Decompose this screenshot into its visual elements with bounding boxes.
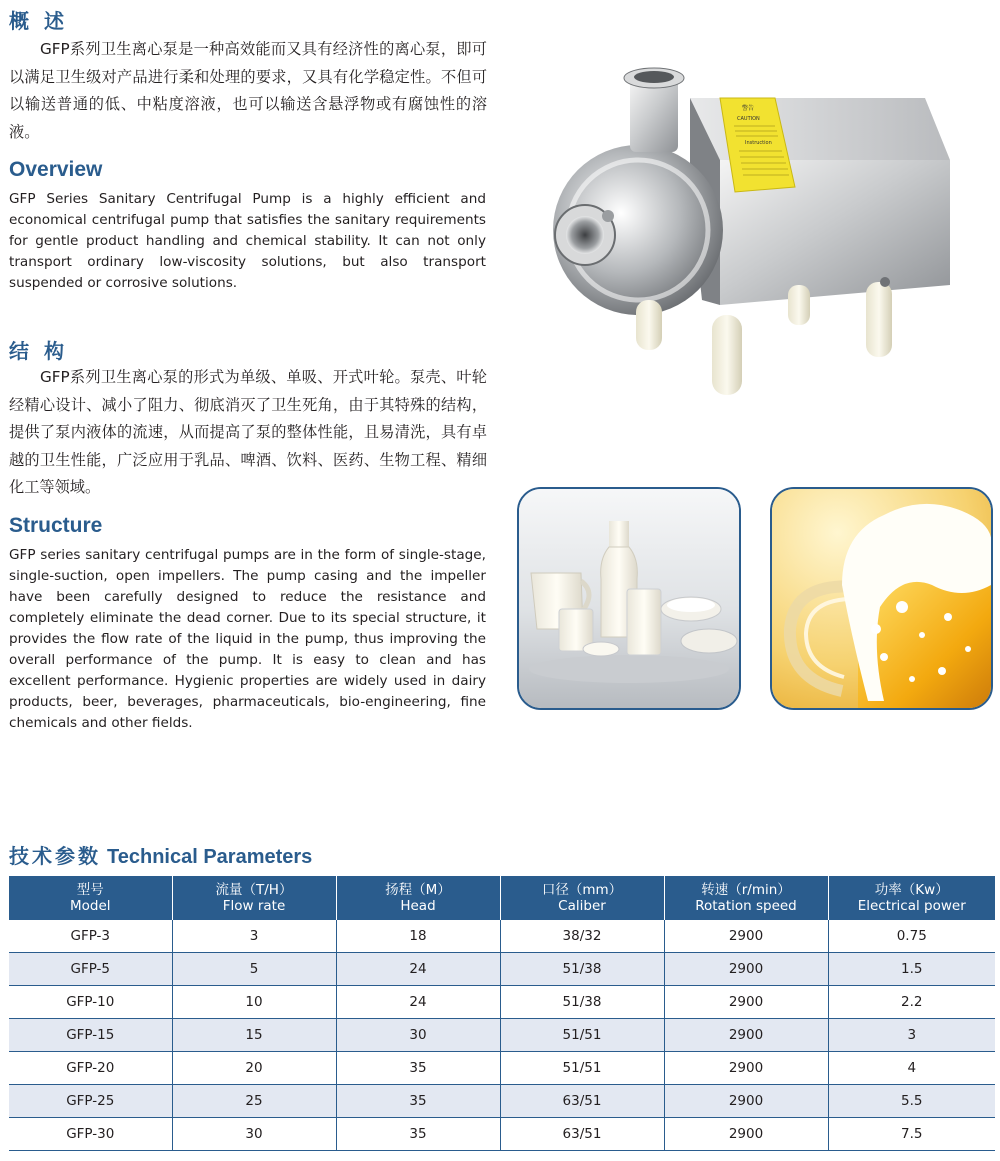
tech-params-title — [9, 840, 312, 869]
col-header-en: Model — [69, 898, 111, 914]
table-row — [9, 1019, 995, 1052]
cell-head: 30 — [336, 1019, 500, 1052]
beer-illustration — [772, 489, 991, 708]
cell-electrical-power: 4 — [828, 1052, 995, 1085]
cell-model: GFP-3 — [9, 920, 172, 953]
table-row — [9, 986, 995, 1019]
cell-rotation-speed: 2900 — [664, 953, 828, 986]
cell-head: 24 — [336, 986, 500, 1019]
cell-electrical-power: 1.5 — [828, 953, 995, 986]
cell-flow-rate: 20 — [172, 1052, 336, 1085]
structure-paragraph-cn — [9, 364, 487, 502]
cell-flow-rate: 3 — [172, 920, 336, 953]
cream-bowl — [681, 629, 737, 653]
col-header-cn: 功率（Kw） — [874, 882, 949, 898]
cell-head: 35 — [336, 1052, 500, 1085]
col-header-en: Caliber — [558, 898, 606, 914]
cell-head: 18 — [336, 920, 500, 953]
inlet-clamp — [602, 210, 614, 222]
col-header-cn: 流量（T/H） — [215, 882, 293, 898]
cell-caliber: 51/51 — [500, 1052, 664, 1085]
table-row — [9, 1118, 995, 1151]
structure-paragraph-en: GFP series sanitary centrifugal pumps are in the form of single-stage, single-suction, open impellers. The pump casing and the impeller have been carefully designed to reduce the resistance and completely eliminate the dead corner. Due to its special structure, it provides the flow rate of the liquid in the pump, thus improving the overall performance of the pump. It is easy to clean and has excellent performance. Hygienic properties are widely used in dairy products, beer, beverages, pharmaceuticals, bio-engineering, fine chemicals and other fields. — [9, 547, 486, 731]
cell-flow-rate: 25 — [172, 1085, 336, 1118]
cell-head: 35 — [336, 1118, 500, 1151]
table-row — [9, 1052, 995, 1085]
tech-params-title-cn: 技术参数 — [9, 846, 101, 868]
table-header-row — [9, 876, 995, 920]
cell-caliber: 38/32 — [500, 920, 664, 953]
cell-caliber: 51/38 — [500, 986, 664, 1019]
col-header-model — [9, 876, 172, 920]
cell-head: 35 — [336, 1085, 500, 1118]
col-header-cn: 型号 — [76, 882, 104, 898]
overview-paragraph-en: GFP Series Sanitary Centrifugal Pump is a highly efficient and economical centrifugal pump that satisfies the sanitary requirements for gentle product handling and chemical stability. It can not only transport ordinary low-viscosity solutions, but also transport suspended or corrosive solutions. — [9, 191, 486, 291]
col-header-en: Flow rate — [222, 898, 286, 914]
overview-heading-cn: 概 述 — [9, 9, 68, 33]
cell-caliber: 63/51 — [500, 1118, 664, 1151]
cell-rotation-speed: 2900 — [664, 986, 828, 1019]
warning-label-instruction: Instruction — [745, 140, 772, 146]
pump-foot-front-right — [712, 315, 742, 395]
cell-flow-rate: 10 — [172, 986, 336, 1019]
pump-foot-front-left — [636, 300, 662, 350]
cell-rotation-speed: 2900 — [664, 1118, 828, 1151]
cell-caliber: 51/38 — [500, 953, 664, 986]
table-row — [9, 1085, 995, 1118]
cell-electrical-power: 3 — [828, 1019, 995, 1052]
col-header-cn: 转速（r/min） — [701, 882, 791, 898]
warning-label-caution: CAUTION — [737, 116, 760, 122]
outlet-pipe — [630, 80, 678, 152]
cheese-top — [667, 598, 715, 612]
cell-model: GFP-5 — [9, 953, 172, 986]
cell-flow-rate: 15 — [172, 1019, 336, 1052]
col-header-caliber — [500, 876, 664, 920]
cell-rotation-speed: 2900 — [664, 1052, 828, 1085]
table-row — [9, 953, 995, 986]
col-header-electrical-power — [828, 876, 995, 920]
cell-model: GFP-25 — [9, 1085, 172, 1118]
outlet-bore — [634, 71, 674, 83]
pump-foot-rear-right — [866, 282, 892, 357]
yogurt-cup — [583, 642, 619, 656]
cell-head: 24 — [336, 953, 500, 986]
structure-heading-cn: 结 构 — [9, 339, 68, 363]
cell-rotation-speed: 2900 — [664, 1085, 828, 1118]
beer-photo — [770, 487, 993, 710]
structure-text-cn: GFP系列卫生离心泵的形式为单级、单吸、开式叶轮。泵壳、叶轮经精心设计、减小了阻力、彻底消灭了卫生死角，由于其特殊的结构，提供了泵内液体的流速，从而提高了泵的整体性能，且易清洗，具有卓越的卫生性能，广泛应用于乳品、啤酒、饮料、医药、生物工程、精细化工等领域。 — [9, 368, 487, 497]
cell-model: GFP-10 — [9, 986, 172, 1019]
pump-illustration — [530, 50, 970, 400]
inlet-bore — [566, 216, 604, 254]
cell-model: GFP-20 — [9, 1052, 172, 1085]
tech-params-title-en: Technical Parameters — [107, 846, 313, 868]
tech-params-table — [9, 876, 995, 1151]
milk-glass-tall — [627, 589, 661, 655]
col-header-en: Head — [400, 898, 436, 914]
table-row — [9, 920, 995, 953]
col-header-rotation-speed — [664, 876, 828, 920]
col-header-head — [336, 876, 500, 920]
dairy-products-photo — [517, 487, 741, 710]
cell-electrical-power: 5.5 — [828, 1085, 995, 1118]
cell-caliber: 63/51 — [500, 1085, 664, 1118]
dairy-illustration — [519, 489, 739, 708]
cell-rotation-speed: 2900 — [664, 920, 828, 953]
cell-rotation-speed: 2900 — [664, 1019, 828, 1052]
cell-caliber: 51/51 — [500, 1019, 664, 1052]
cell-model: GFP-15 — [9, 1019, 172, 1052]
cell-electrical-power: 0.75 — [828, 920, 995, 953]
cell-model: GFP-30 — [9, 1118, 172, 1151]
table-reflection — [529, 655, 729, 683]
col-header-cn: 扬程（M） — [385, 882, 451, 898]
col-header-en: Rotation speed — [695, 898, 797, 914]
col-header-flow-rate — [172, 876, 336, 920]
cell-flow-rate: 30 — [172, 1118, 336, 1151]
structure-heading-en: Structure — [9, 514, 103, 537]
cell-flow-rate: 5 — [172, 953, 336, 986]
col-header-cn: 口径（mm） — [541, 882, 623, 898]
overview-paragraph-cn — [9, 36, 487, 146]
cell-electrical-power: 7.5 — [828, 1118, 995, 1151]
warning-label-title: 警告 — [742, 105, 755, 112]
pump-foot-rear-left — [788, 285, 810, 325]
cell-electrical-power: 2.2 — [828, 986, 995, 1019]
milk-bottle-neck — [609, 521, 629, 547]
bolt-right — [880, 277, 890, 287]
overview-heading-en: Overview — [9, 158, 103, 181]
col-header-en: Electrical power — [857, 898, 966, 914]
overview-text-cn: GFP系列卫生离心泵是一种高效能而又具有经济性的离心泵，即可以满足卫生级对产品进行柔和处理的要求，又具有化学稳定性。不但可以输送普通的低、中粘度溶液，也可以输送含悬浮物或有腐蚀性的溶液。 — [9, 40, 487, 141]
